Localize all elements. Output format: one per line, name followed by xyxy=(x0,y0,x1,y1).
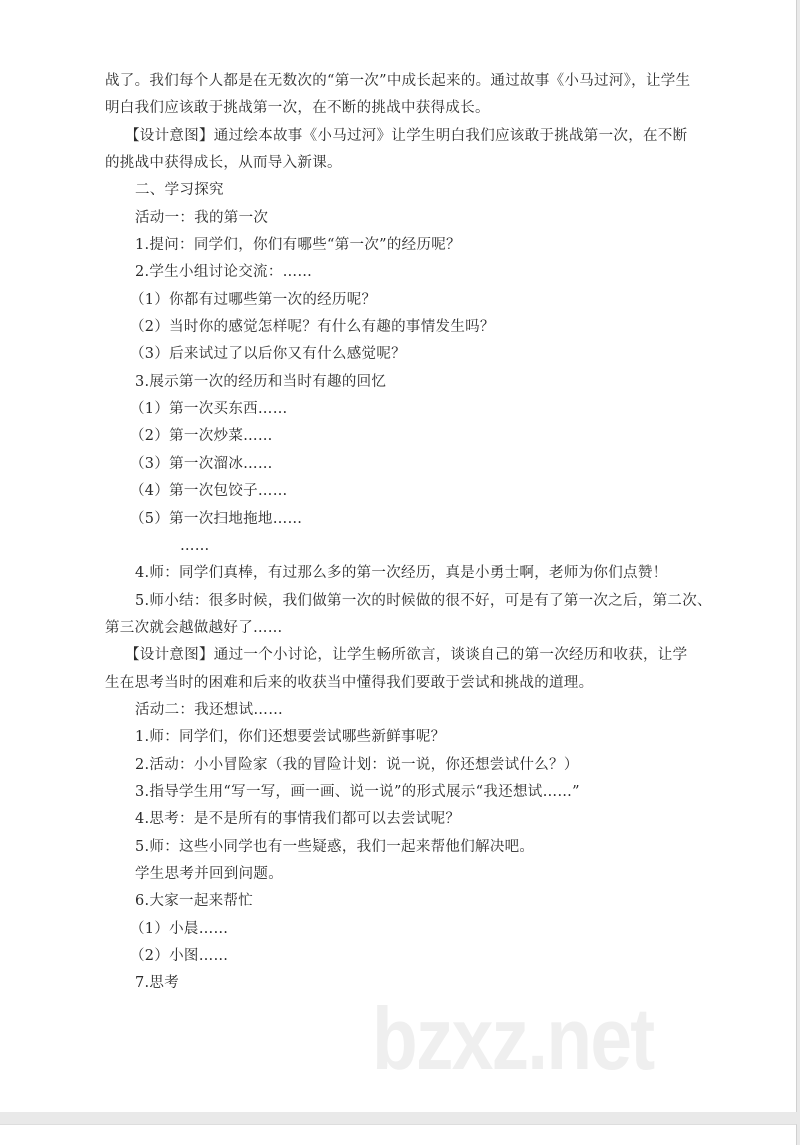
text-line: 第三次就会越做越好了…… xyxy=(105,619,283,636)
next-page xyxy=(0,1124,797,1145)
list-item: 1.提问：同学们，你们有哪些“第一次”的经历呢？ xyxy=(135,237,461,254)
activity-heading: 活动一：我的第一次 xyxy=(135,209,269,226)
list-item: 2.学生小组讨论交流：…… xyxy=(135,264,313,281)
sub-list-item: （2）当时你的感觉怎样呢？有什么有趣的事情发生吗？ xyxy=(130,319,495,336)
list-item: 1.师：同学们，你们还想要尝试哪些新鲜事呢？ xyxy=(135,729,446,746)
list-item: 2.活动：小小冒险家（我的冒险计划：说一说，你还想尝试什么？） xyxy=(135,756,579,773)
list-item: 3.指导学生用“写一写，画一画、说一说”的形式展示“我还想试……” xyxy=(135,783,580,800)
page-content xyxy=(105,68,712,998)
list-item: 7.思考 xyxy=(135,975,180,992)
sub-list-item: （3）第一次溜冰…… xyxy=(130,455,273,472)
sub-list-item: （3）后来试过了以后你又有什么感觉呢？ xyxy=(130,346,406,363)
text-line: 的挑战中获得成长，从而导入新课。 xyxy=(105,155,342,172)
sub-list-item: （2）第一次炒菜…… xyxy=(130,428,273,445)
list-item: 5.师：这些小同学也有一些疑惑，我们一起来帮他们解决吧。 xyxy=(135,838,535,855)
list-item: 5.师小结：很多时候，我们做第一次的时候做的很不好，可是有了第一次之后，第二次、 xyxy=(135,592,712,609)
list-item: 4.思考：是不是所有的事情我们都可以去尝试呢？ xyxy=(135,811,461,828)
sub-list-item: （1）小晨…… xyxy=(130,920,229,937)
list-item: 3.展示第一次的经历和当时有趣的回忆 xyxy=(135,373,387,390)
text-line: 明白我们应该敢于挑战第一次，在不断的挑战中获得成长。 xyxy=(105,100,490,117)
text-line: 生在思考当时的困难和后来的收获当中懂得我们要敢于尝试和挑战的道理。 xyxy=(105,674,594,691)
sub-list-item: （2）小图…… xyxy=(130,948,229,964)
section-heading: 二、学习探究 xyxy=(135,182,224,199)
sub-list-item: （4）第一次包饺子…… xyxy=(130,483,288,500)
sub-list-item: （1）你都有过哪些第一次的经历呢？ xyxy=(130,291,377,308)
watermark: bzxz.net xyxy=(372,989,654,1088)
ellipsis-line: …… xyxy=(180,537,210,554)
text-line: 学生思考并回到问题。 xyxy=(135,865,283,882)
text-line: 战了。我们每个人都是在无数次的“第一次”中成长起来的。通过故事《小马过河》，让学生 xyxy=(105,73,691,89)
design-intent-paragraph: 【设计意图】通过绘本故事《小马过河》让学生明白我们应该敢于挑战第一次，在不断 xyxy=(125,127,688,144)
design-intent-paragraph: 【设计意图】通过一个小讨论，让学生畅所欲言，谈谈自己的第一次经历和收获，让学 xyxy=(125,647,688,664)
sub-list-item: （1）第一次买东西…… xyxy=(130,401,288,418)
sub-list-item: （5）第一次扫地拖地…… xyxy=(130,510,303,527)
list-item: 6.大家一起来帮忙 xyxy=(135,893,254,910)
activity-heading: 活动二：我还想试…… xyxy=(135,701,283,718)
list-item: 4.师：同学们真棒，有过那么多的第一次经历，真是小勇士啊，老师为你们点赞！ xyxy=(135,565,668,582)
